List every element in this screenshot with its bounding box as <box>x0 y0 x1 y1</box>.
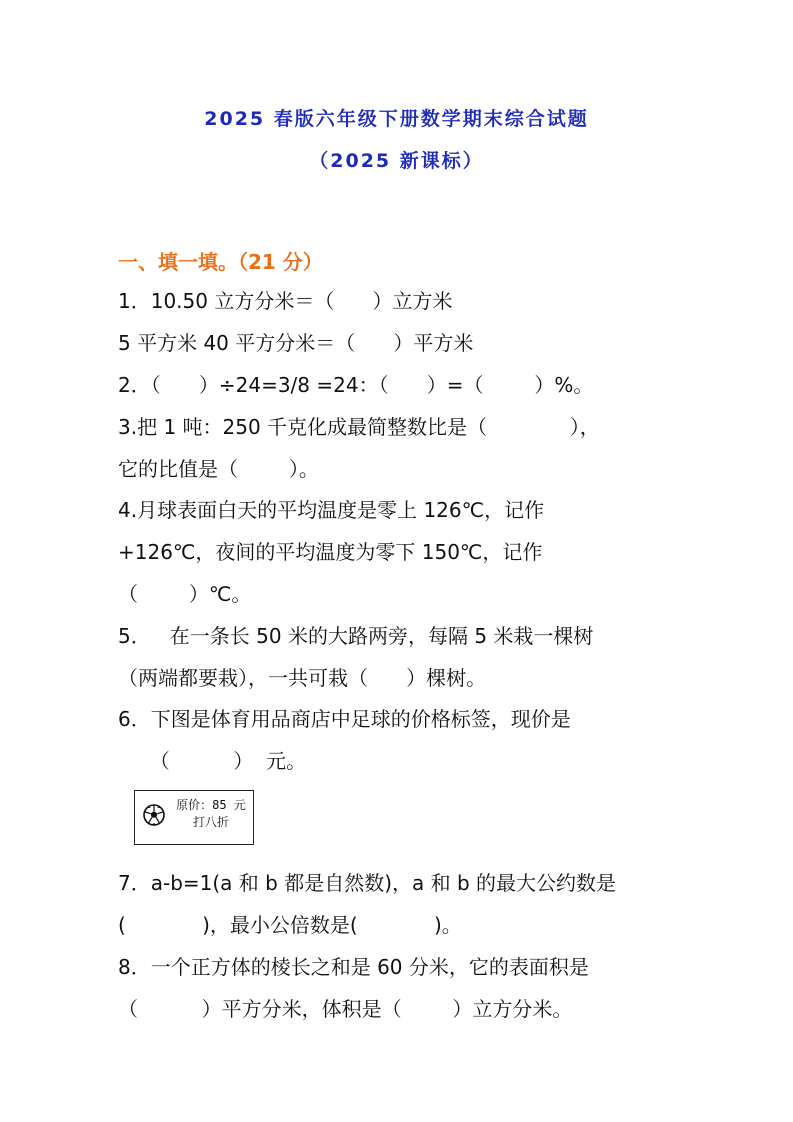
price-tag <box>134 790 254 845</box>
question-2: 2．（ ）÷24=3/8 =24：（ ）=（ ）%。 <box>118 373 594 397</box>
price-tag-discount: 打八折 <box>192 815 229 829</box>
question-6-line1: 6．下图是体育用品商店中足球的价格标签，现价是 <box>118 707 571 731</box>
question-4-line1: 4.月球表面白天的平均温度是零上 126℃，记作 <box>118 498 545 522</box>
soccer-ball-icon <box>143 804 165 826</box>
question-5-line2: （两端都要栽），一共可栽（ ）棵树。 <box>118 666 487 690</box>
question-3-line1: 3.把 1 吨：250 千克化成最简整数比是（ ）， <box>118 415 600 439</box>
question-1b: 5 平方米 40 平方分米＝（ ）平方米 <box>118 331 474 355</box>
question-3-line2: 它的比值是（ ）。 <box>118 457 319 481</box>
question-8-line1: 8．一个正方体的棱长之和是 60 分米，它的表面积是 <box>118 955 589 979</box>
question-1a: 1．10.50 立方分米＝（ ）立方米 <box>118 289 453 313</box>
question-7-line1: 7．a-b=1(a 和 b 都是自然数)，a 和 b 的最大公约数是 <box>118 871 617 895</box>
section-heading-fill-in: 一、填一填。（21 分） <box>118 250 323 274</box>
price-tag-original-price: 原价：85 元 <box>176 798 246 812</box>
question-8-line2: （ ）平方分米，体积是（ ）立方分米。 <box>118 997 573 1021</box>
price-tag-text <box>171 797 251 831</box>
document-title: 2025 春版六年级下册数学期末综合试题 <box>204 108 589 130</box>
question-5-line1: 5． 在一条长 50 米的大路两旁，每隔 5 米栽一棵树 <box>118 624 594 648</box>
question-7-line2: ( )，最小公倍数是( )。 <box>118 913 462 937</box>
question-4-line3: （ ）℃。 <box>118 582 252 606</box>
question-6-line2: （ ） 元。 <box>118 749 307 773</box>
document-subtitle: （2025 新课标） <box>309 150 484 172</box>
question-4-line2: +126℃，夜间的平均温度为零下 150℃，记作 <box>118 540 543 564</box>
